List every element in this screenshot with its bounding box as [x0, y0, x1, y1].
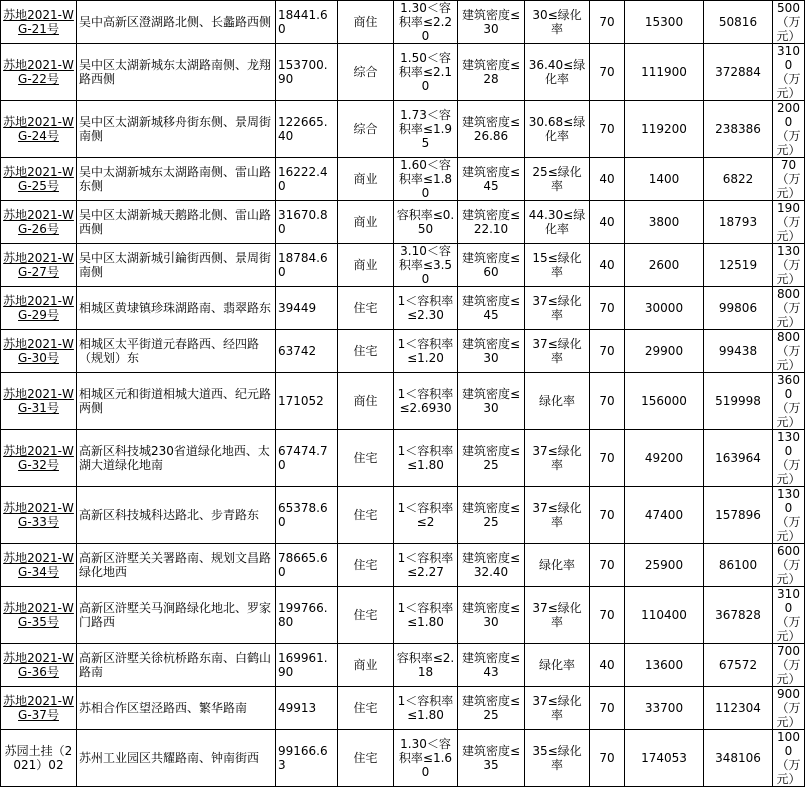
- building-density-cell: 建筑密度≤25: [458, 430, 525, 487]
- deposit-cell: 190（万元）: [773, 201, 805, 244]
- area-cell: 153700.90: [276, 44, 338, 101]
- deposit-cell: 1300（万元）: [773, 430, 805, 487]
- floor-price-cell: 1400: [625, 158, 704, 201]
- lot-id-link[interactable]: 苏地2021-WG-35号: [1, 587, 77, 644]
- area-cell: 31670.80: [276, 201, 338, 244]
- deposit-cell: 3600（万元）: [773, 373, 805, 430]
- lot-id-link[interactable]: 苏地2021-WG-32号: [1, 430, 77, 487]
- green-ratio-cell: 37≤绿化率: [525, 287, 590, 330]
- location-cell: 相城区黄埭镇珍珠湖路南、翡翠路东: [77, 287, 276, 330]
- table-row: [1, 101, 805, 158]
- lot-id-link[interactable]: 苏地2021-WG-33号: [1, 487, 77, 544]
- term-years-cell: 70: [590, 1, 625, 44]
- area-cell: 199766.80: [276, 587, 338, 644]
- location-cell: 高新区浒墅关关署路南、规划文昌路绿化地西: [77, 544, 276, 587]
- lot-id-link: 苏园土挂（2021）02: [1, 730, 77, 787]
- location-cell: 吴中区太湖新城天鹅路北侧、雷山路西侧: [77, 201, 276, 244]
- table-row: [1, 544, 805, 587]
- plot-ratio-cell: 1＜容积率≤2.27: [394, 544, 458, 587]
- green-ratio-cell: 37≤绿化率: [525, 430, 590, 487]
- lot-id-link[interactable]: 苏地2021-WG-37号: [1, 687, 77, 730]
- lot-id-link[interactable]: 苏地2021-WG-27号: [1, 244, 77, 287]
- deposit-cell: 2000（万元）: [773, 101, 805, 158]
- green-ratio-cell: 44.30≤绿化率: [525, 201, 590, 244]
- lot-id-link[interactable]: 苏地2021-WG-26号: [1, 201, 77, 244]
- table-row: [1, 430, 805, 487]
- green-ratio-cell: 36.40≤绿化率: [525, 44, 590, 101]
- green-ratio-cell: 绿化率: [525, 373, 590, 430]
- building-density-cell: 建筑密度≤30: [458, 587, 525, 644]
- term-years-cell: 70: [590, 44, 625, 101]
- area-cell: 169961.90: [276, 644, 338, 687]
- term-years-cell: 70: [590, 587, 625, 644]
- term-years-cell: 70: [590, 730, 625, 787]
- deposit-cell: 500（万元）: [773, 1, 805, 44]
- area-cell: 39449: [276, 287, 338, 330]
- table-row: [1, 730, 805, 787]
- location-cell: 吴中区太湖新城东太湖路南侧、龙翔路西侧: [77, 44, 276, 101]
- location-cell: 吴中区太湖新城引錀街西侧、景周街南侧: [77, 244, 276, 287]
- table-row: [1, 330, 805, 373]
- floor-price-cell: 49200: [625, 430, 704, 487]
- plot-ratio-cell: 1.30＜容积率≤2.20: [394, 1, 458, 44]
- starting-price-cell: 99438: [704, 330, 773, 373]
- land-use-cell: 住宅: [338, 330, 394, 373]
- lot-id-link[interactable]: 苏地2021-WG-25号: [1, 158, 77, 201]
- plot-ratio-cell: 容积率≤0.50: [394, 201, 458, 244]
- starting-price-cell: 112304: [704, 687, 773, 730]
- lot-id-link[interactable]: 苏地2021-WG-34号: [1, 544, 77, 587]
- land-use-cell: 商业: [338, 244, 394, 287]
- plot-ratio-cell: 1.60＜容积率≤1.80: [394, 158, 458, 201]
- green-ratio-cell: 37≤绿化率: [525, 687, 590, 730]
- plot-ratio-cell: 1＜容积率≤2: [394, 487, 458, 544]
- lot-id-link[interactable]: 苏地2021-WG-21号: [1, 1, 77, 44]
- table-row: [1, 587, 805, 644]
- floor-price-cell: 15300: [625, 1, 704, 44]
- starting-price-cell: 519998: [704, 373, 773, 430]
- land-use-cell: 商业: [338, 644, 394, 687]
- deposit-cell: 1000（万元）: [773, 730, 805, 787]
- deposit-cell: 130（万元）: [773, 244, 805, 287]
- location-cell: 吴中区太湖新城移舟街东侧、景周街南侧: [77, 101, 276, 158]
- table-row: [1, 244, 805, 287]
- floor-price-cell: 30000: [625, 287, 704, 330]
- green-ratio-cell: 30≤绿化率: [525, 1, 590, 44]
- starting-price-cell: 348106: [704, 730, 773, 787]
- building-density-cell: 建筑密度≤32.40: [458, 544, 525, 587]
- starting-price-cell: 367828: [704, 587, 773, 644]
- lot-id-link[interactable]: 苏地2021-WG-24号: [1, 101, 77, 158]
- area-cell: 63742: [276, 330, 338, 373]
- land-use-cell: 商业: [338, 158, 394, 201]
- starting-price-cell: 86100: [704, 544, 773, 587]
- green-ratio-cell: 25≤绿化率: [525, 158, 590, 201]
- green-ratio-cell: 37≤绿化率: [525, 587, 590, 644]
- plot-ratio-cell: 1＜容积率≤1.80: [394, 587, 458, 644]
- location-cell: 吴中太湖新城东太湖路南侧、雷山路东侧: [77, 158, 276, 201]
- table-row: [1, 487, 805, 544]
- table-row: [1, 201, 805, 244]
- plot-ratio-cell: 容积率≤2.18: [394, 644, 458, 687]
- green-ratio-cell: 30.68≤绿化率: [525, 101, 590, 158]
- location-cell: 相城区元和街道相城大道西、纪元路两侧: [77, 373, 276, 430]
- land-use-cell: 住宅: [338, 430, 394, 487]
- floor-price-cell: 33700: [625, 687, 704, 730]
- location-cell: 高新区浒墅关马涧路绿化地北、罗家门路西: [77, 587, 276, 644]
- lot-id-link[interactable]: 苏地2021-WG-30号: [1, 330, 77, 373]
- lot-id-link[interactable]: 苏地2021-WG-36号: [1, 644, 77, 687]
- floor-price-cell: 25900: [625, 544, 704, 587]
- deposit-cell: 900（万元）: [773, 687, 805, 730]
- building-density-cell: 建筑密度≤25: [458, 487, 525, 544]
- table-row: [1, 158, 805, 201]
- term-years-cell: 70: [590, 287, 625, 330]
- lot-id-link[interactable]: 苏地2021-WG-29号: [1, 287, 77, 330]
- term-years-cell: 70: [590, 330, 625, 373]
- building-density-cell: 建筑密度≤60: [458, 244, 525, 287]
- plot-ratio-cell: 1.73＜容积率≤1.95: [394, 101, 458, 158]
- green-ratio-cell: 绿化率: [525, 544, 590, 587]
- land-use-cell: 综合: [338, 44, 394, 101]
- table-row: [1, 44, 805, 101]
- land-use-cell: 住宅: [338, 587, 394, 644]
- starting-price-cell: 12519: [704, 244, 773, 287]
- plot-ratio-cell: 1＜容积率≤1.80: [394, 430, 458, 487]
- green-ratio-cell: 37≤绿化率: [525, 330, 590, 373]
- floor-price-cell: 29900: [625, 330, 704, 373]
- starting-price-cell: 163964: [704, 430, 773, 487]
- building-density-cell: 建筑密度≤26.86: [458, 101, 525, 158]
- floor-price-cell: 111900: [625, 44, 704, 101]
- land-use-cell: 商住: [338, 373, 394, 430]
- deposit-cell: 1300（万元）: [773, 487, 805, 544]
- table-row: [1, 1, 805, 44]
- term-years-cell: 40: [590, 644, 625, 687]
- starting-price-cell: 157896: [704, 487, 773, 544]
- deposit-cell: 600（万元）: [773, 544, 805, 587]
- deposit-cell: 3100（万元）: [773, 44, 805, 101]
- land-use-cell: 综合: [338, 101, 394, 158]
- deposit-cell: 800（万元）: [773, 330, 805, 373]
- location-cell: 高新区科技城科达路北、步青路东: [77, 487, 276, 544]
- building-density-cell: 建筑密度≤45: [458, 158, 525, 201]
- term-years-cell: 70: [590, 687, 625, 730]
- building-density-cell: 建筑密度≤28: [458, 44, 525, 101]
- area-cell: 16222.40: [276, 158, 338, 201]
- plot-ratio-cell: 1＜容积率≤2.30: [394, 287, 458, 330]
- term-years-cell: 70: [590, 430, 625, 487]
- green-ratio-cell: 15≤绿化率: [525, 244, 590, 287]
- term-years-cell: 40: [590, 158, 625, 201]
- starting-price-cell: 50816: [704, 1, 773, 44]
- floor-price-cell: 156000: [625, 373, 704, 430]
- deposit-cell: 3100（万元）: [773, 587, 805, 644]
- starting-price-cell: 67572: [704, 644, 773, 687]
- plot-ratio-cell: 1.50＜容积率≤2.10: [394, 44, 458, 101]
- starting-price-cell: 99806: [704, 287, 773, 330]
- table-row: [1, 373, 805, 430]
- table-row: [1, 687, 805, 730]
- building-density-cell: 建筑密度≤30: [458, 330, 525, 373]
- floor-price-cell: 13600: [625, 644, 704, 687]
- lot-id-link[interactable]: 苏地2021-WG-31号: [1, 373, 77, 430]
- deposit-cell: 800（万元）: [773, 287, 805, 330]
- starting-price-cell: 6822: [704, 158, 773, 201]
- plot-ratio-cell: 3.10＜容积率≤3.50: [394, 244, 458, 287]
- location-cell: 苏州工业园区共耀路南、钟南街西: [77, 730, 276, 787]
- area-cell: 67474.70: [276, 430, 338, 487]
- land-use-cell: 住宅: [338, 687, 394, 730]
- location-cell: 高新区科技城230省道绿化地西、太湖大道绿化地南: [77, 430, 276, 487]
- term-years-cell: 70: [590, 544, 625, 587]
- land-use-cell: 住宅: [338, 730, 394, 787]
- floor-price-cell: 119200: [625, 101, 704, 158]
- location-cell: 高新区浒墅关徐杭桥路东南、白鹤山路南: [77, 644, 276, 687]
- starting-price-cell: 372884: [704, 44, 773, 101]
- floor-price-cell: 2600: [625, 244, 704, 287]
- term-years-cell: 40: [590, 201, 625, 244]
- land-use-cell: 商业: [338, 201, 394, 244]
- building-density-cell: 建筑密度≤30: [458, 373, 525, 430]
- plot-ratio-cell: 1＜容积率≤1.80: [394, 687, 458, 730]
- plot-ratio-cell: 1＜容积率≤2.6930: [394, 373, 458, 430]
- green-ratio-cell: 37≤绿化率: [525, 487, 590, 544]
- building-density-cell: 建筑密度≤35: [458, 730, 525, 787]
- land-use-cell: 住宅: [338, 544, 394, 587]
- floor-price-cell: 47400: [625, 487, 704, 544]
- plot-ratio-cell: 1.30＜容积率≤1.60: [394, 730, 458, 787]
- area-cell: 78665.60: [276, 544, 338, 587]
- area-cell: 18441.60: [276, 1, 338, 44]
- floor-price-cell: 110400: [625, 587, 704, 644]
- location-cell: 相城区太平街道元春路西、经四路（规划）东: [77, 330, 276, 373]
- area-cell: 49913: [276, 687, 338, 730]
- green-ratio-cell: 绿化率: [525, 644, 590, 687]
- building-density-cell: 建筑密度≤30: [458, 1, 525, 44]
- term-years-cell: 40: [590, 244, 625, 287]
- building-density-cell: 建筑密度≤43: [458, 644, 525, 687]
- table-body: [1, 1, 805, 787]
- deposit-cell: 70（万元）: [773, 158, 805, 201]
- floor-price-cell: 174053: [625, 730, 704, 787]
- term-years-cell: 70: [590, 373, 625, 430]
- area-cell: 171052: [276, 373, 338, 430]
- term-years-cell: 70: [590, 101, 625, 158]
- location-cell: 苏相合作区望泾路西、繁华路南: [77, 687, 276, 730]
- lot-id-link[interactable]: 苏地2021-WG-22号: [1, 44, 77, 101]
- area-cell: 122665.40: [276, 101, 338, 158]
- plot-ratio-cell: 1＜容积率≤1.20: [394, 330, 458, 373]
- floor-price-cell: 3800: [625, 201, 704, 244]
- land-use-cell: 住宅: [338, 487, 394, 544]
- table-row: [1, 287, 805, 330]
- building-density-cell: 建筑密度≤25: [458, 687, 525, 730]
- starting-price-cell: 238386: [704, 101, 773, 158]
- starting-price-cell: 18793: [704, 201, 773, 244]
- area-cell: 65378.60: [276, 487, 338, 544]
- green-ratio-cell: 35≤绿化率: [525, 730, 590, 787]
- land-use-cell: 商住: [338, 1, 394, 44]
- building-density-cell: 建筑密度≤22.10: [458, 201, 525, 244]
- term-years-cell: 70: [590, 487, 625, 544]
- land-use-cell: 住宅: [338, 287, 394, 330]
- area-cell: 99166.63: [276, 730, 338, 787]
- deposit-cell: 700（万元）: [773, 644, 805, 687]
- location-cell: 吴中高新区澄湖路北侧、长蠡路西侧: [77, 1, 276, 44]
- table-row: [1, 644, 805, 687]
- area-cell: 18784.60: [276, 244, 338, 287]
- building-density-cell: 建筑密度≤45: [458, 287, 525, 330]
